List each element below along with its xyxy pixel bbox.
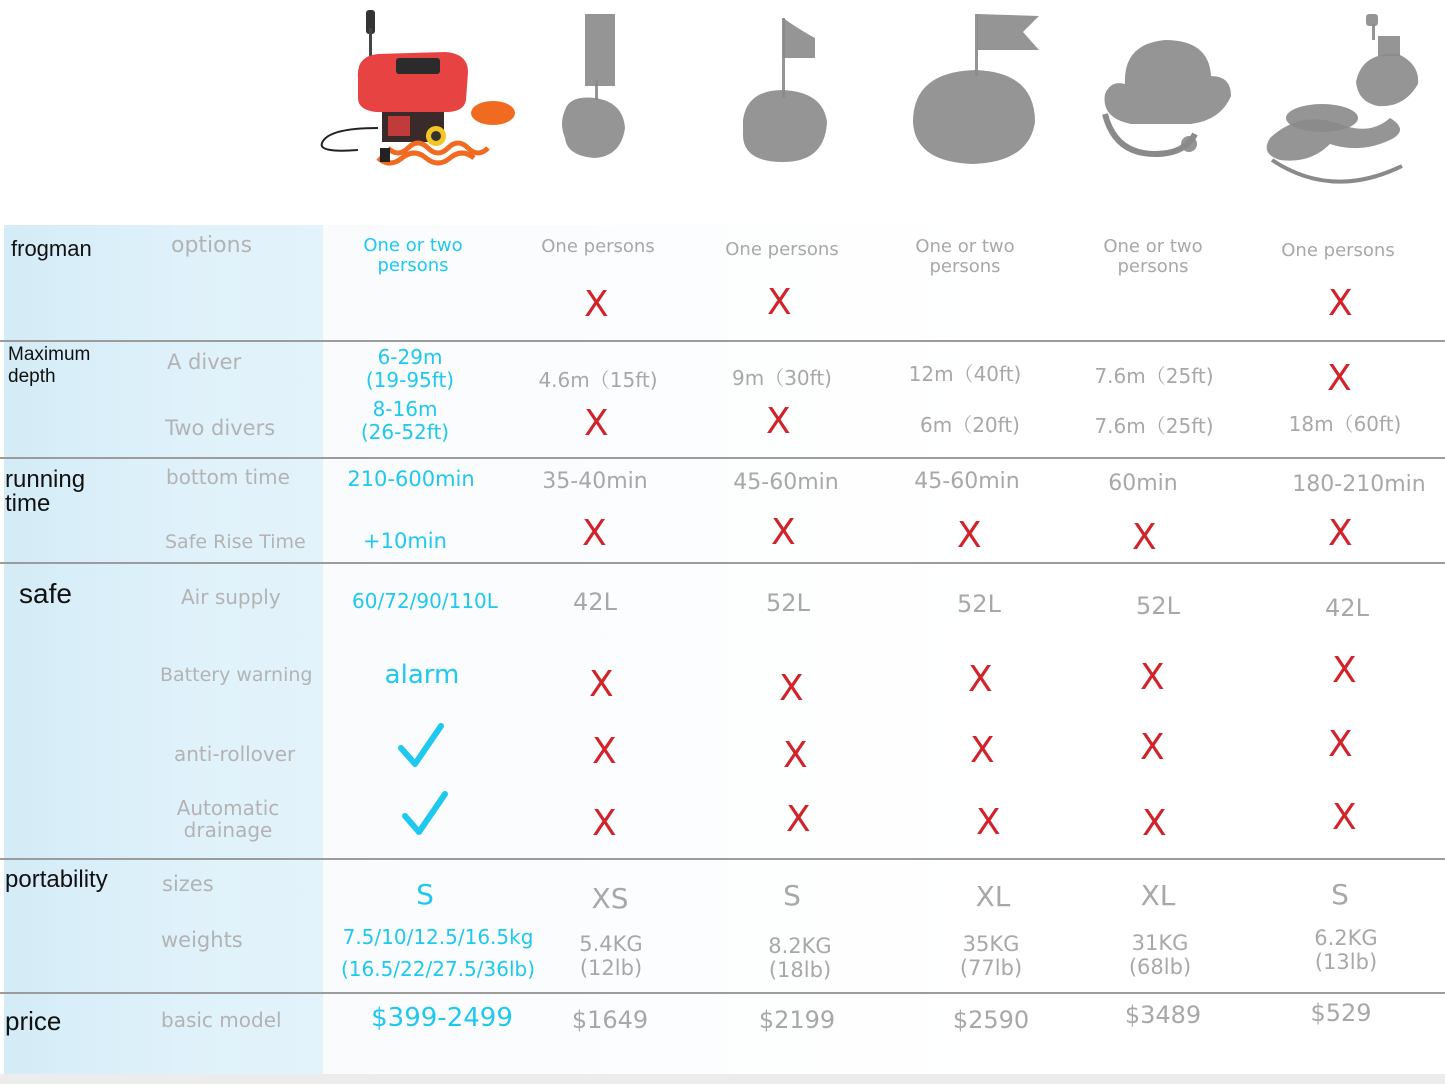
cross-mark: X xyxy=(592,803,617,844)
row-divider xyxy=(0,992,1445,994)
cell-bottom-2: 45-60min xyxy=(733,470,839,495)
cell-options-3: One or two persons xyxy=(915,236,1015,277)
cell-price-2: $2199 xyxy=(758,1006,836,1034)
cell-depth-b-0: 8-16m (26-52ft) xyxy=(360,397,450,444)
cross-mark: X xyxy=(1140,727,1165,768)
cross-mark: X xyxy=(1332,797,1357,838)
category-running-time: running time xyxy=(5,466,86,517)
cell-bottom-0: 210-600min xyxy=(347,467,475,491)
cell-size-2: S xyxy=(783,879,801,912)
cell-depth-b-4: 7.6m（25ft) xyxy=(1094,414,1214,438)
cell-depth-a-1: 4.6m（15ft) xyxy=(538,368,658,392)
cell-weight-2: 8.2KG (18lb) xyxy=(768,934,832,982)
label-basic-model: basic model xyxy=(161,1008,282,1032)
category-safe: safe xyxy=(19,578,72,609)
cross-mark: X xyxy=(592,731,617,772)
cell-weight-4: 31KG (68lb) xyxy=(1128,931,1192,979)
category-frogman: frogman xyxy=(11,236,92,261)
cell-air-1: 42L xyxy=(573,588,617,616)
label-a-diver: A diver xyxy=(167,350,242,374)
cell-depth-b-5: 18m（60ft) xyxy=(1288,412,1402,436)
cell-rise-0: +10min xyxy=(363,529,447,553)
cell-options-1: One persons xyxy=(541,236,655,257)
cross-mark: X xyxy=(584,403,609,444)
cross-mark: X xyxy=(976,802,1001,843)
category-portability: portability xyxy=(5,866,108,893)
cell-size-3: XL xyxy=(975,880,1011,913)
cell-price-0: $399-2499 xyxy=(371,1003,513,1033)
cross-mark: X xyxy=(1140,657,1165,698)
cross-mark: X xyxy=(582,513,607,554)
cell-price-5: $529 xyxy=(1310,999,1372,1027)
cell-weight-0: 7.5/10/12.5/16.5kg (16.5/22/27.5/36lb) xyxy=(340,925,536,981)
label-safe-rise-time: Safe Rise Time xyxy=(165,531,306,553)
cross-mark: X xyxy=(766,401,791,442)
label-anti-rollover: anti-rollover xyxy=(174,742,296,766)
cell-bottom-4: 60min xyxy=(1108,471,1178,496)
cell-size-0: S xyxy=(416,878,434,911)
cell-options-2: One persons xyxy=(725,239,839,260)
cell-size-1: XS xyxy=(591,882,629,915)
row-divider xyxy=(0,562,1445,564)
buoy-flag-silhouette xyxy=(735,10,835,170)
cross-mark: X xyxy=(968,659,993,700)
cross-mark: X xyxy=(589,664,614,705)
label-options: options xyxy=(171,233,253,258)
cell-weight-1: 5.4KG (12lb) xyxy=(579,932,643,980)
cross-mark: X xyxy=(1142,803,1167,844)
cell-depth-a-2: 9m（30ft) xyxy=(732,366,832,390)
cross-mark: X xyxy=(1328,724,1353,765)
cell-air-3: 52L xyxy=(957,590,1001,618)
cell-price-3: $2590 xyxy=(952,1006,1030,1034)
label-automatic-drainage: Automatic drainage xyxy=(176,796,280,842)
cell-depth-a-3: 12m（40ft) xyxy=(908,362,1022,386)
cell-options-4: One or two persons xyxy=(1103,236,1203,277)
cross-mark: X xyxy=(1132,517,1157,558)
cross-mark: X xyxy=(783,735,808,776)
cell-weight-5: 6.2KG (13lb) xyxy=(1314,926,1378,974)
cross-mark: X xyxy=(786,799,811,840)
cross-mark: X xyxy=(1327,358,1352,399)
label-weights: weights xyxy=(161,928,243,952)
cross-mark: X xyxy=(1328,283,1353,324)
cross-mark: X xyxy=(779,668,804,709)
cell-air-2: 52L xyxy=(766,589,810,617)
cell-depth-b-3: 6m（20ft) xyxy=(920,413,1020,437)
cell-depth-a-4: 7.6m（25ft) xyxy=(1094,364,1214,388)
row-divider xyxy=(0,457,1445,459)
cell-size-4: XL xyxy=(1140,879,1176,912)
cell-weight-3: 35KG (77lb) xyxy=(959,932,1023,980)
label-battery-warning: Battery warning xyxy=(160,664,313,686)
cell-air-4: 52L xyxy=(1136,592,1180,620)
cell-air-0: 60/72/90/110L xyxy=(352,589,498,613)
cell-price-1: $1649 xyxy=(571,1006,649,1034)
cross-mark: X xyxy=(970,730,995,771)
check-icon xyxy=(397,722,445,770)
row-divider xyxy=(0,340,1445,342)
cross-mark: X xyxy=(1332,650,1357,691)
raft-compressor-silhouette xyxy=(1085,14,1235,174)
label-sizes: sizes xyxy=(162,872,214,896)
label-two-divers: Two divers xyxy=(165,416,276,440)
cell-options-5: One persons xyxy=(1281,240,1395,261)
cell-battery-0: alarm xyxy=(384,660,460,690)
cross-mark: X xyxy=(1328,513,1353,554)
cell-size-5: S xyxy=(1331,878,1349,911)
category-maximum-depth: Maximum depth xyxy=(8,344,91,387)
cell-bottom-3: 45-60min xyxy=(914,469,1020,494)
label-bottom-time: bottom time xyxy=(166,465,290,489)
float-flag-silhouette xyxy=(905,10,1045,170)
category-price: price xyxy=(5,1006,62,1036)
row-divider xyxy=(0,858,1445,860)
hookah-compressor-photo xyxy=(318,8,518,183)
cross-mark: X xyxy=(767,282,792,323)
cell-depth-a-0: 6-29m (19-95ft) xyxy=(365,345,455,392)
check-icon xyxy=(401,790,449,838)
cell-air-5: 42L xyxy=(1325,594,1369,622)
cross-mark: X xyxy=(584,284,609,325)
cross-mark: X xyxy=(771,512,796,553)
cross-mark: X xyxy=(957,515,982,556)
bottom-edge xyxy=(0,1074,1445,1084)
cell-bottom-1: 35-40min xyxy=(542,469,648,494)
cell-price-4: $3489 xyxy=(1124,1001,1202,1029)
buoy-flag-silhouette xyxy=(555,10,635,170)
ring-float-silhouette xyxy=(1260,10,1435,188)
cell-options-0: One or two persons xyxy=(363,235,463,276)
label-air-supply: Air supply xyxy=(181,585,281,609)
cell-bottom-5: 180-210min xyxy=(1292,472,1426,497)
